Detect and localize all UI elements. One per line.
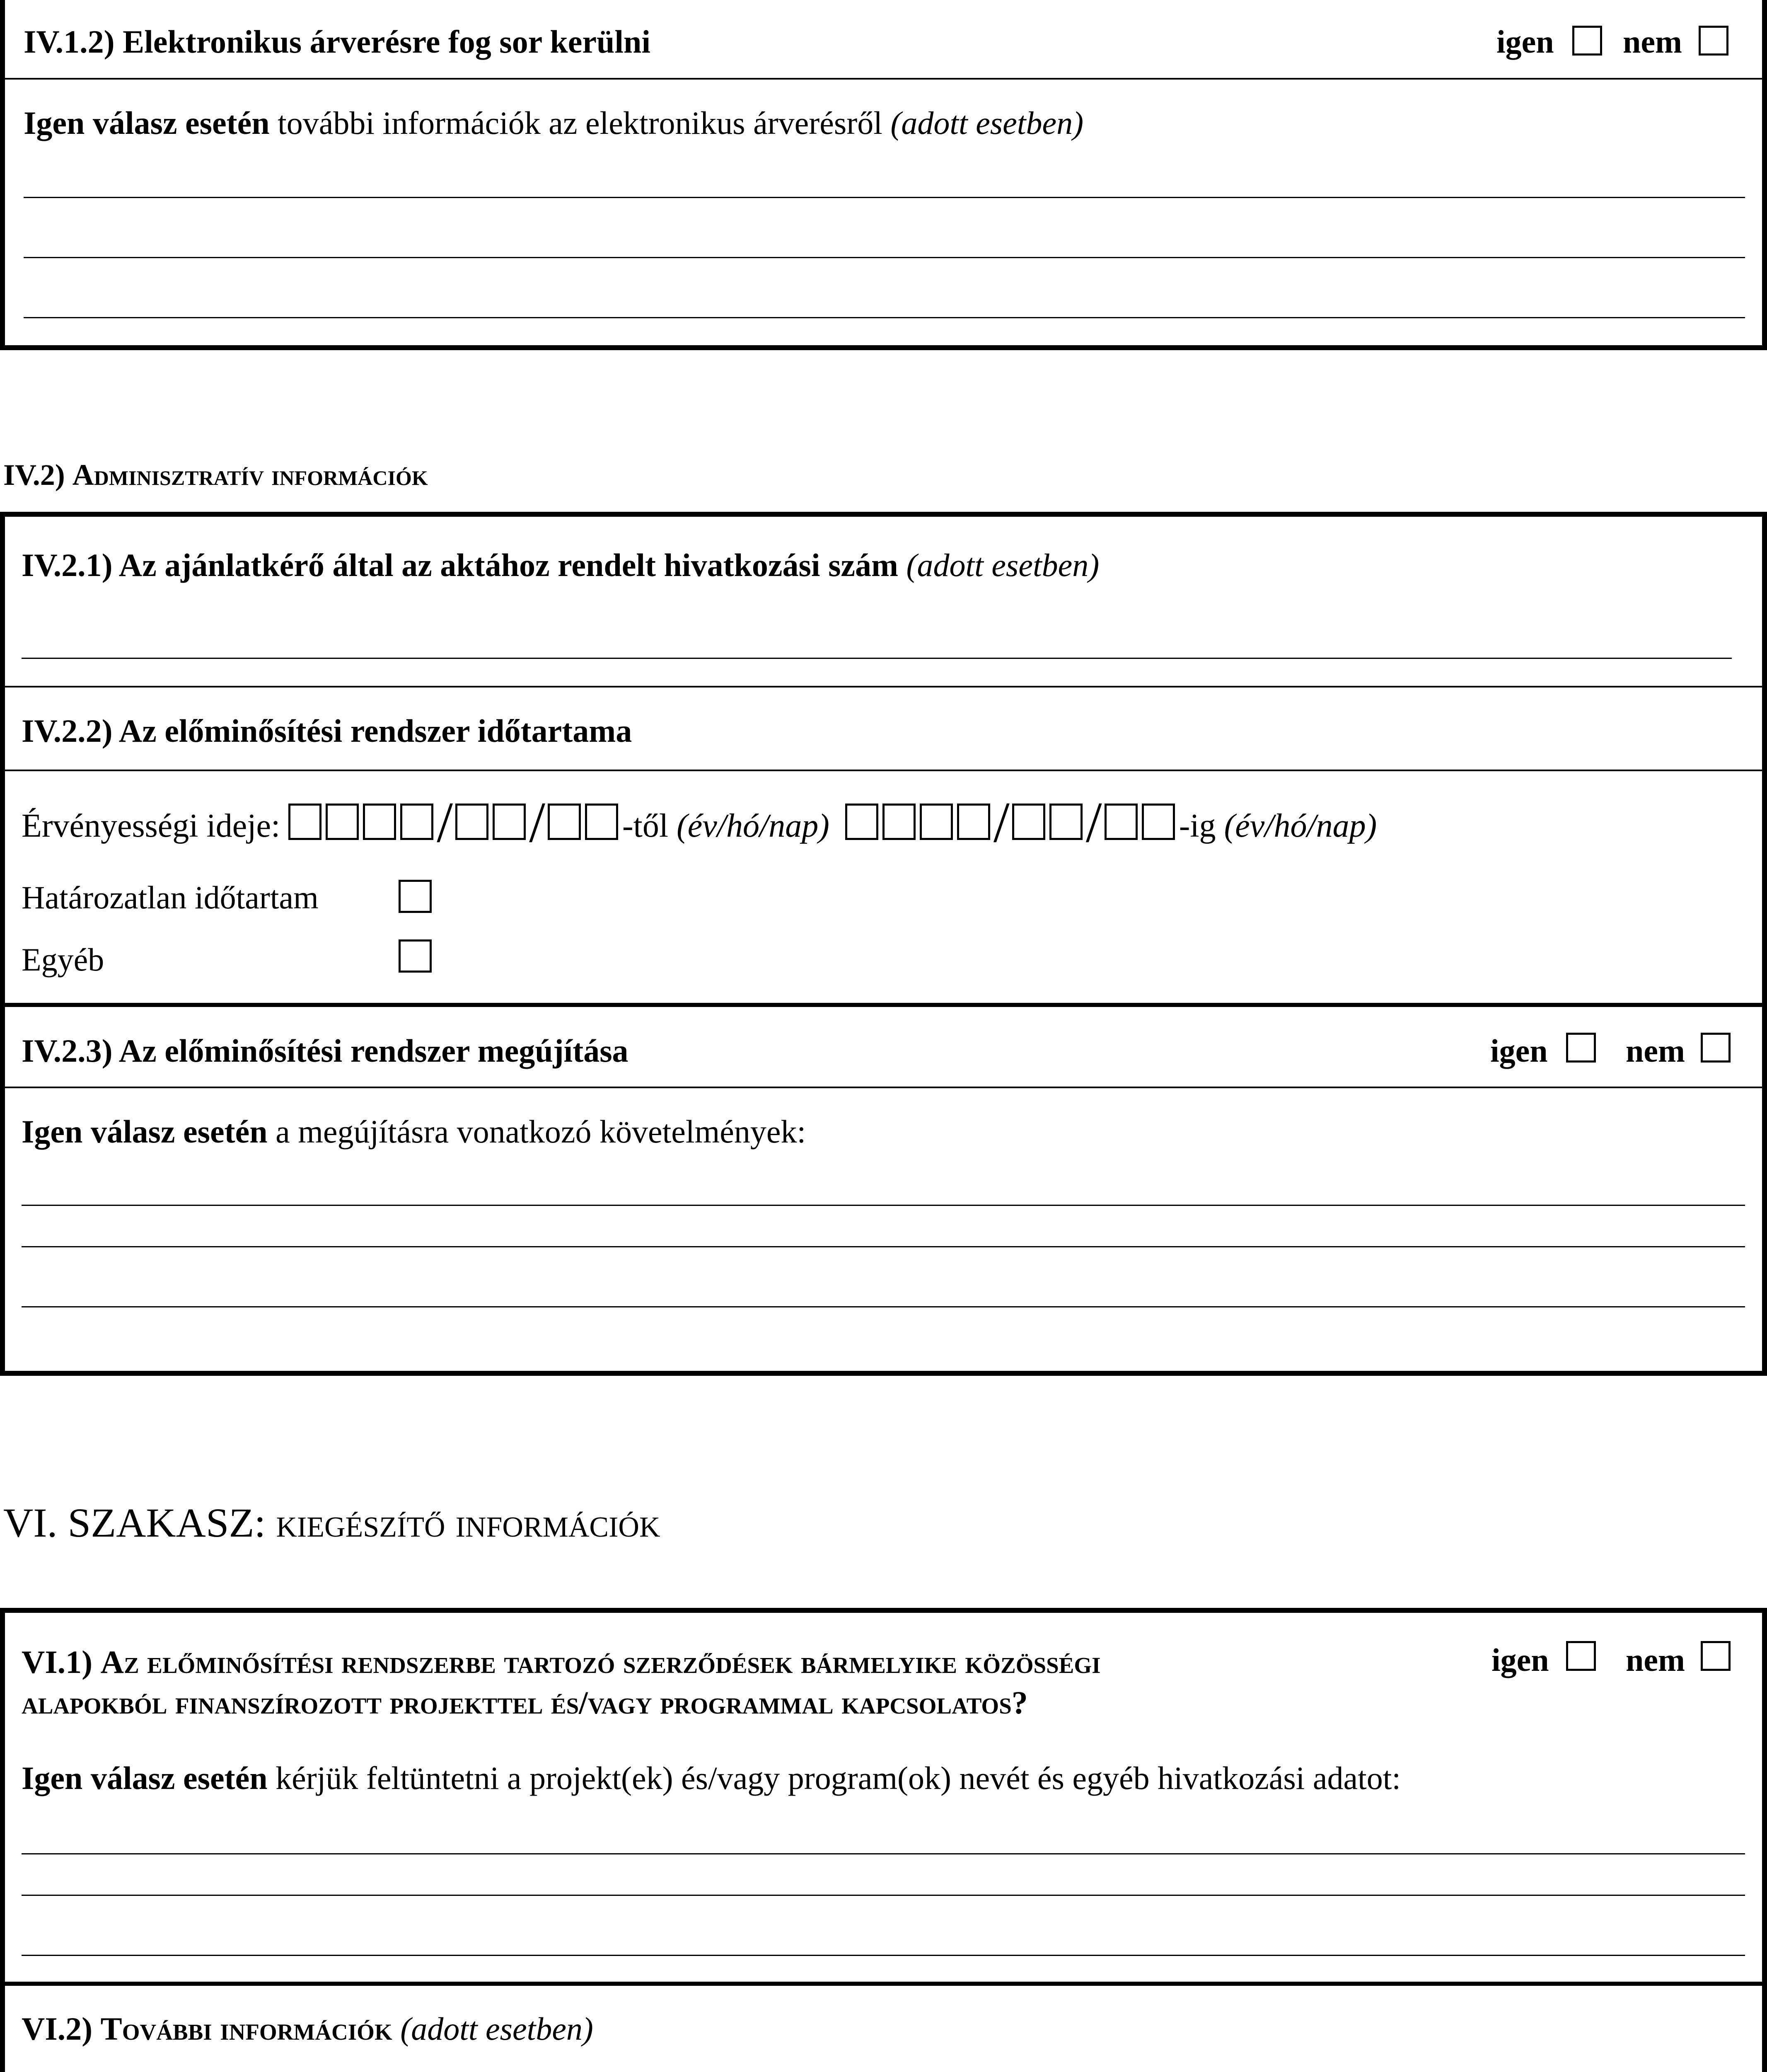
answer-line-3[interactable] <box>24 317 1745 318</box>
yes-checkbox[interactable] <box>1566 1641 1596 1671</box>
indefinite-checkbox[interactable] <box>399 880 432 913</box>
section-title-iv-2-3: IV.2.3) Az előminősítési rendszer megújítása <box>22 1033 628 1069</box>
divider <box>5 1982 1762 1986</box>
divider <box>5 686 1762 687</box>
no-label: nem <box>1626 1033 1685 1069</box>
other-checkbox[interactable] <box>399 939 432 973</box>
no-label: nem <box>1623 24 1682 60</box>
answer-line-2[interactable] <box>24 257 1745 258</box>
yes-checkbox[interactable] <box>1566 1033 1596 1063</box>
section-title-iv-2-2: IV.2.2) Az előminősítési rendszer időtartama <box>22 713 632 749</box>
section-heading-vi: VI. SZAKASZ: kiegészítő információk <box>3 1500 660 1546</box>
reference-number-line[interactable] <box>22 658 1732 659</box>
section-title-vi-1: VI.1) Az előminősítési rendszerbe tartozó szerződések bármelyike közösségi alapokból finanszírozott projekttel és/vagy programmal kapcsolatos? <box>22 1644 1101 1721</box>
no-checkbox[interactable] <box>1701 1641 1731 1671</box>
divider <box>5 770 1762 771</box>
no-label: nem <box>1626 1642 1685 1678</box>
section-iv-2 <box>0 512 1767 1376</box>
no-checkbox[interactable] <box>1699 26 1728 56</box>
section-iv-1-2 <box>0 0 1767 350</box>
to-day[interactable] <box>1105 808 1179 844</box>
divider <box>5 1003 1762 1007</box>
renewal-requirements-label: Igen válasz esetén a megújításra vonatkozó követelmények: <box>22 1113 806 1150</box>
answer-line-1[interactable] <box>24 197 1745 198</box>
answer-line-1[interactable] <box>22 1205 1745 1206</box>
to-year[interactable] <box>845 808 994 844</box>
section-heading-iv-2: IV.2) Adminisztratív információk <box>3 458 428 491</box>
from-month[interactable] <box>455 808 530 844</box>
from-day[interactable] <box>548 808 622 844</box>
info-line-label: Igen válasz esetén további információk az elektronikus árverésről (adott esetben) <box>24 105 1084 141</box>
divider <box>5 1087 1762 1088</box>
section-vi <box>0 1608 1767 2072</box>
answer-line-3[interactable] <box>22 1955 1745 1956</box>
other-label: Egyéb <box>22 942 104 978</box>
section-title-vi-2: VI.2) További információk (adott esetben) <box>22 2011 593 2047</box>
answer-line-1[interactable] <box>22 1853 1745 1854</box>
section-title-iv-2-1: IV.2.1) Az ajánlatkérő által az aktához rendelt hivatkozási szám (adott esetben) <box>22 547 1100 583</box>
answer-line-2[interactable] <box>22 1246 1745 1247</box>
answer-line-3[interactable] <box>22 1306 1745 1307</box>
yes-label: igen <box>1496 24 1554 60</box>
to-month[interactable] <box>1012 808 1087 844</box>
indefinite-label: Határozatlan időtartam <box>22 879 319 915</box>
answer-line-2[interactable] <box>22 1895 1745 1896</box>
project-reference-label: Igen válasz esetén kérjük feltüntetni a projekt(ek) és/vagy program(ok) nevét és egyéb hivatkozási adatot: <box>22 1760 1401 1796</box>
validity-label: Érvényességi ideje: <box>22 808 289 844</box>
divider <box>5 78 1762 80</box>
no-checkbox[interactable] <box>1701 1033 1731 1063</box>
from-year[interactable] <box>288 808 438 844</box>
yes-checkbox[interactable] <box>1572 26 1602 56</box>
yes-label: igen <box>1490 1033 1548 1069</box>
section-title: IV.1.2) Elektronikus árverésre fog sor kerülni <box>24 24 651 60</box>
validity-row: Érvényességi ideje: / / -től (év/hó/nap) / / -ig (év/hó/nap) <box>22 790 1377 854</box>
yes-label: igen <box>1491 1642 1549 1678</box>
